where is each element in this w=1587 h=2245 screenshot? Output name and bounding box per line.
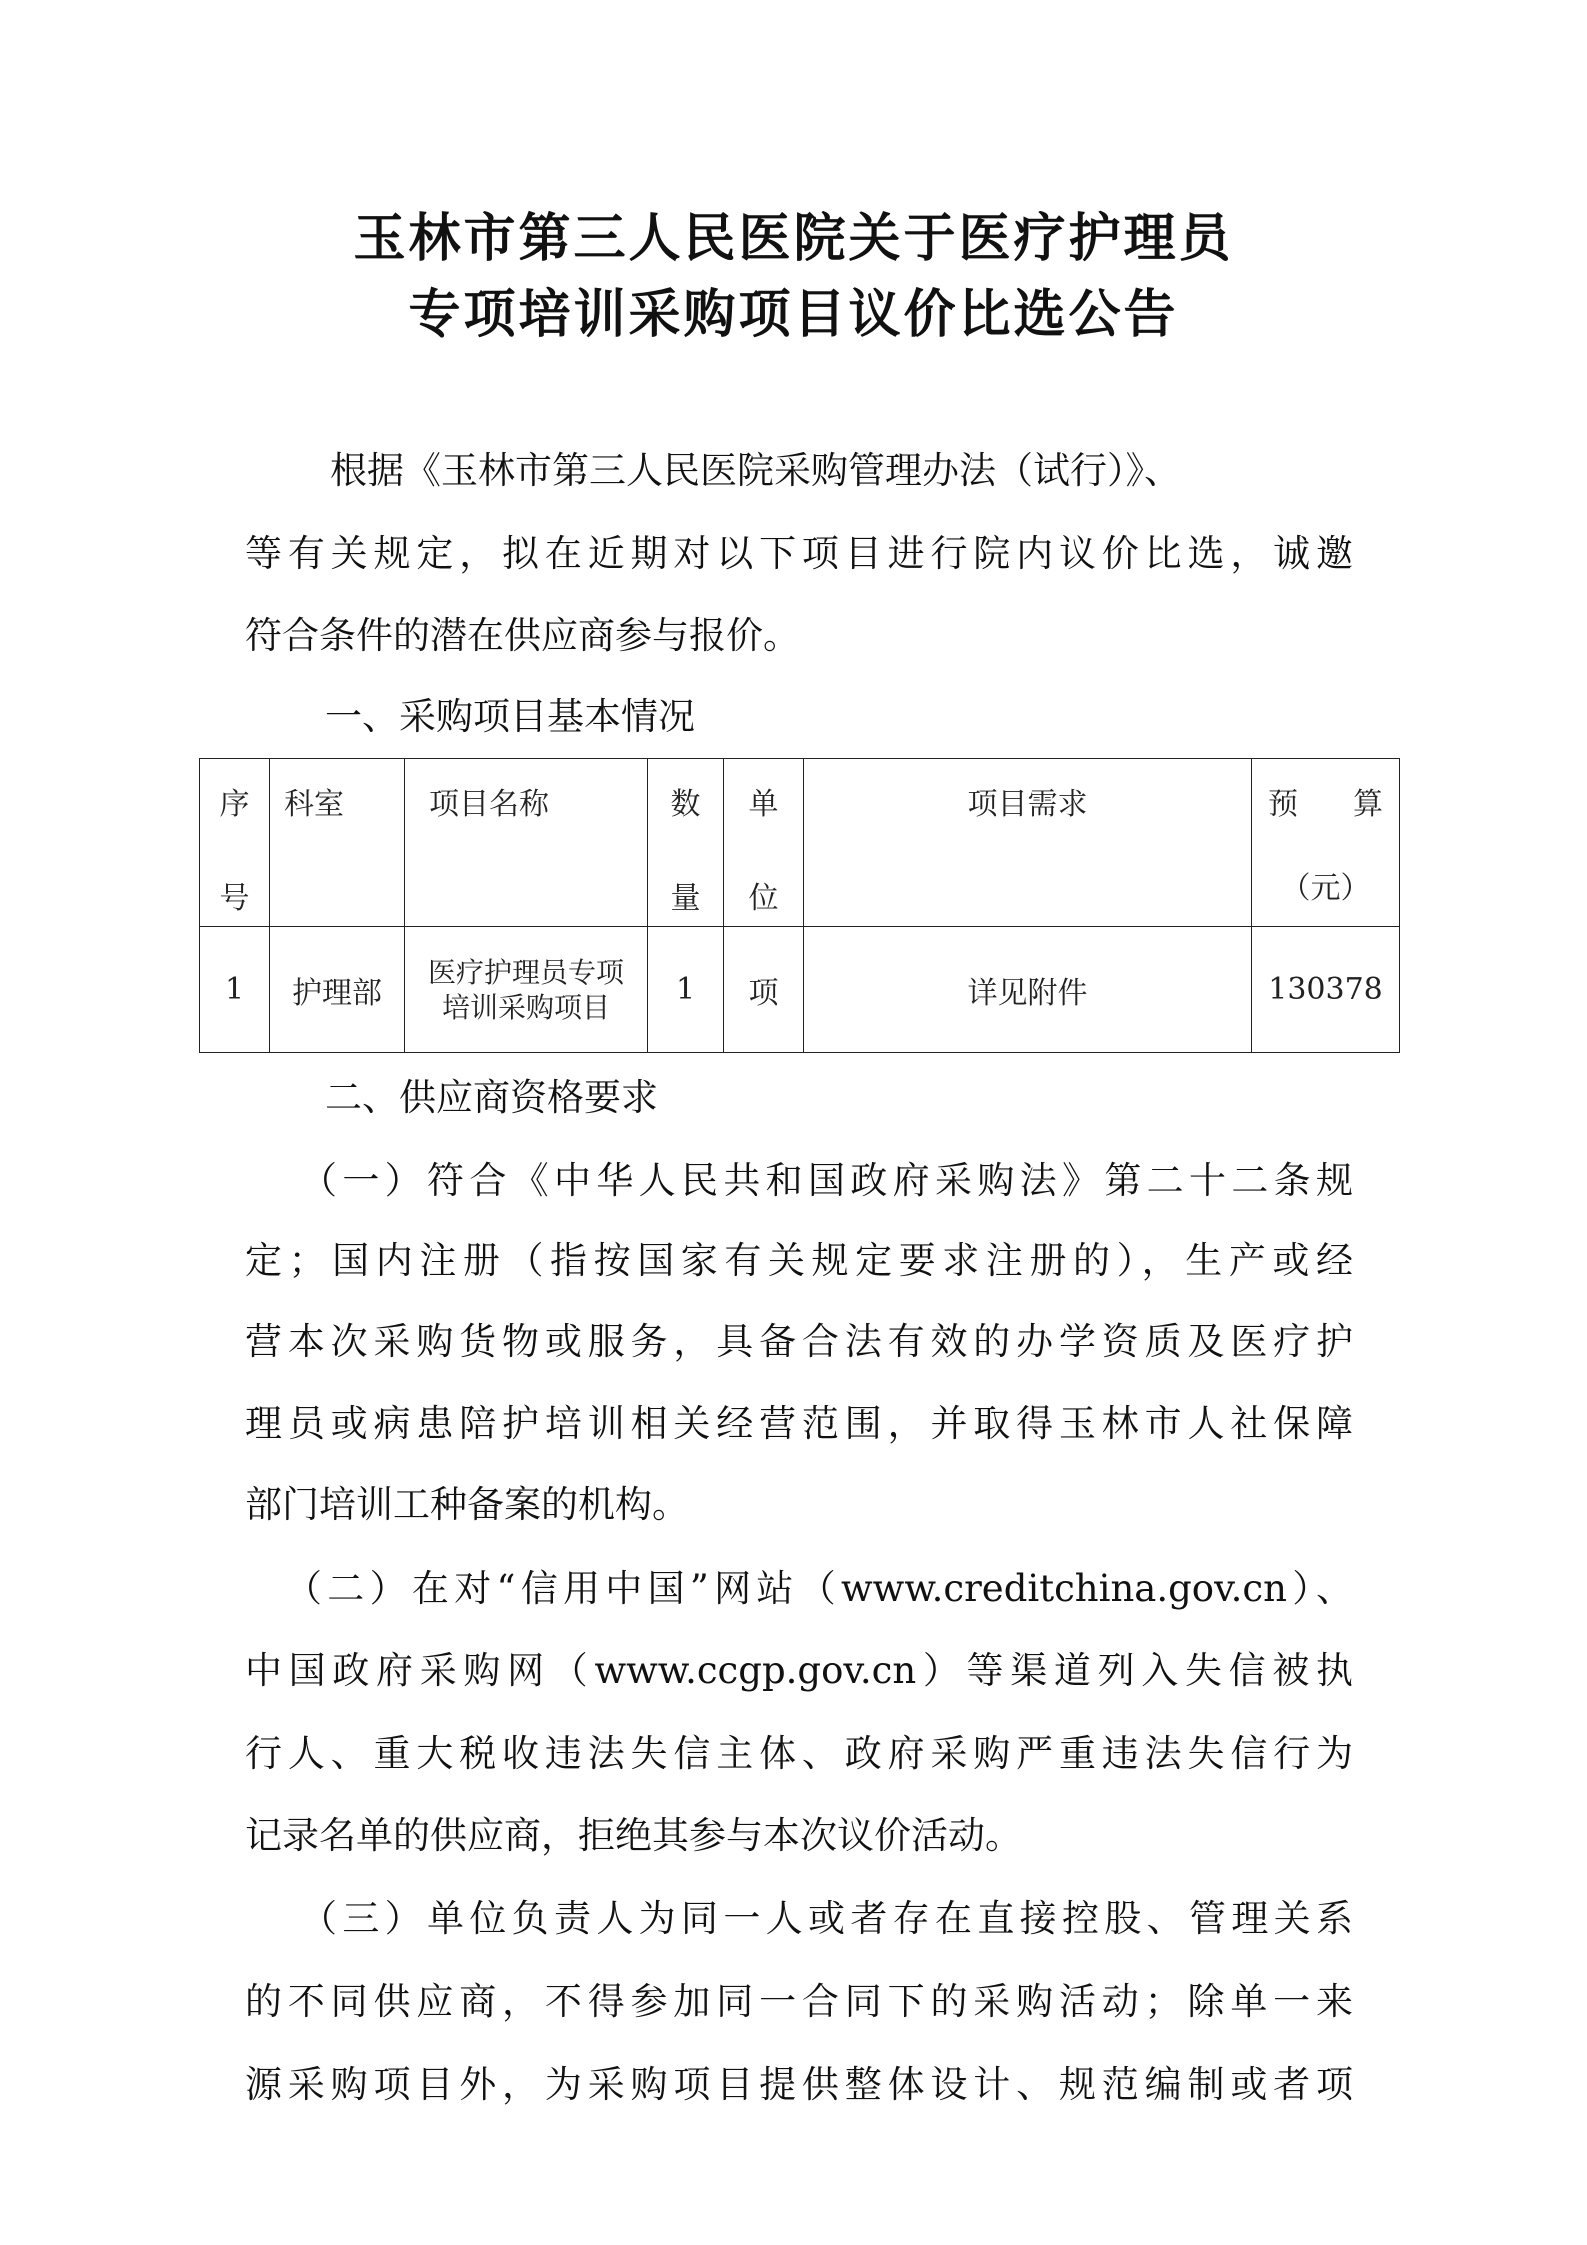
procurement-table (199, 758, 1400, 1053)
header-budget (1252, 759, 1400, 927)
header-budget-top-right: 算 (1353, 787, 1383, 822)
section-1-heading: 一、采购项目基本情况 (325, 695, 695, 738)
cell-unit: 项 (724, 927, 804, 1053)
cell-qty: 1 (648, 927, 724, 1053)
section-2-heading: 二、供应商资格要求 (325, 1076, 658, 1119)
table-row (200, 927, 1400, 1053)
header-dept-label: 科室 (284, 787, 344, 822)
header-qty-top: 数 (670, 787, 701, 822)
item2-line-2: 中国政府采购网（www.ccgp.gov.cn）等渠道列入失信被执 (245, 1649, 1353, 1692)
item1-line-5: 部门培训工种备案的机构。 (245, 1483, 689, 1526)
cell-req: 详见附件 (804, 927, 1252, 1053)
item3-line-1: （三）单位负责人为同一人或者存在直接控股、管理关系 (300, 1897, 1353, 1940)
header-seq (200, 759, 270, 927)
header-unit (724, 759, 804, 927)
header-unit-bottom: 位 (748, 881, 779, 916)
item1-line-4: 理员或病患陪护培训相关经营范围，并取得玉林市人社保障 (245, 1402, 1353, 1445)
cell-budget: 130378 (1252, 927, 1400, 1053)
item1-line-1: （一）符合《中华人民共和国政府采购法》第二十二条规 (300, 1159, 1353, 1202)
intro-line-2: 等有关规定，拟在近期对以下项目进行院内议价比选，诚邀 (245, 532, 1353, 575)
cell-seq: 1 (200, 927, 270, 1053)
cell-name-text: 医疗护理员专项培训采购项目 (427, 955, 624, 1024)
item2-line-3: 行人、重大税收违法失信主体、政府采购严重违法失信行为 (245, 1732, 1353, 1775)
item3-line-2: 的不同供应商，不得参加同一合同下的采购活动；除单一来 (245, 1980, 1353, 2023)
cell-dept: 护理部 (270, 927, 405, 1053)
intro-line-1: 根据《玉林市第三人民医院采购管理办法（试行）》、 (330, 449, 1181, 492)
cell-name (405, 927, 648, 1053)
header-dept (270, 759, 405, 927)
header-budget-top-left: 预 (1268, 787, 1298, 822)
item1-line-2: 定；国内注册（指按国家有关规定要求注册的），生产或经 (245, 1239, 1353, 1282)
item3-line-3: 源采购项目外，为采购项目提供整体设计、规范编制或者项 (245, 2063, 1353, 2106)
document-title-line2: 专项培训采购项目议价比选公告 (408, 285, 1179, 345)
item2-line-4: 记录名单的供应商，拒绝其参与本次议价活动。 (245, 1814, 1022, 1857)
header-req-label: 项目需求 (967, 787, 1088, 822)
document-title-line1: 玉林市第三人民医院关于医疗护理员 (353, 209, 1234, 269)
header-unit-top: 单 (748, 787, 779, 822)
table-header-row (200, 759, 1400, 927)
header-req (804, 759, 1252, 927)
header-name (405, 759, 648, 927)
header-qty (648, 759, 724, 927)
item1-line-3: 营本次采购货物或服务，具备合法有效的办学资质及医疗护 (245, 1320, 1353, 1363)
header-qty-bottom: 量 (670, 881, 701, 916)
header-budget-unit: （元） (1280, 871, 1371, 906)
item2-line-1: （二）在对“信用中国”网站（www.creditchina.gov.cn）、 (285, 1567, 1353, 1610)
header-seq-top: 序 (219, 787, 250, 822)
header-seq-bottom: 号 (219, 881, 250, 916)
header-name-label: 项目名称 (429, 787, 549, 822)
intro-line-3: 符合条件的潜在供应商参与报价。 (245, 614, 800, 657)
